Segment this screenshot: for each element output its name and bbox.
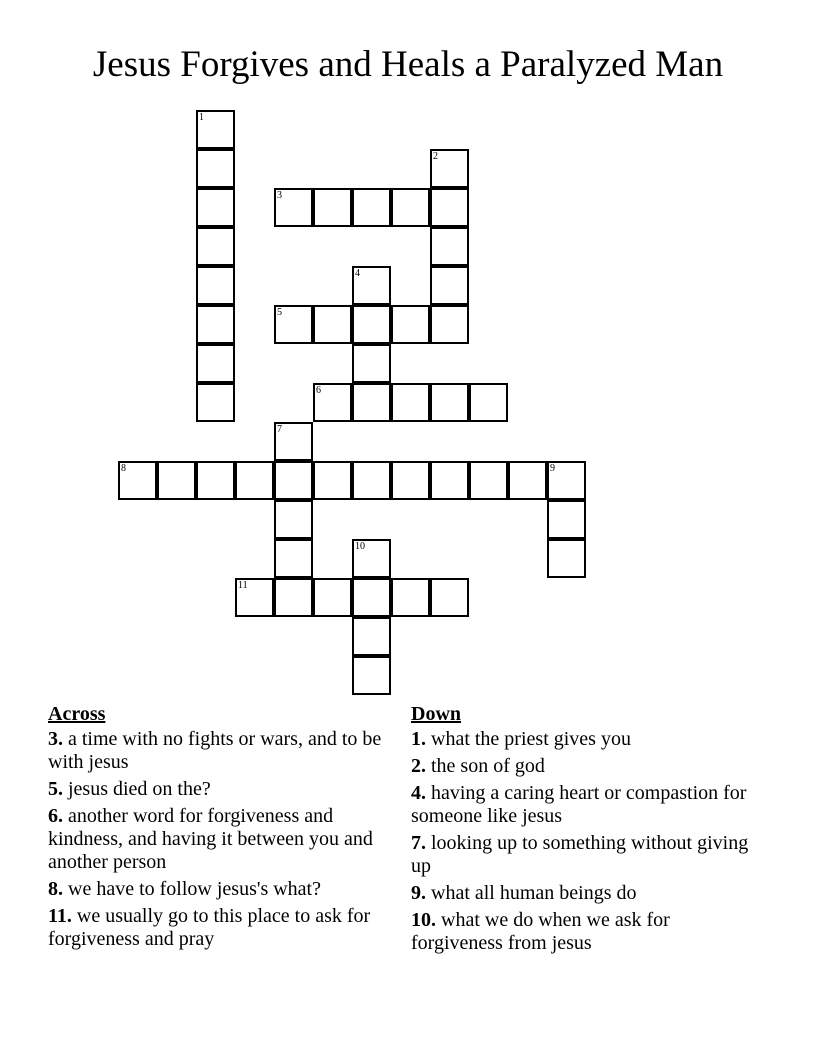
down-clues xyxy=(411,703,751,959)
clue-down-4 xyxy=(411,782,751,828)
clue-number: 6. xyxy=(48,805,63,827)
grid-cell[interactable] xyxy=(391,578,430,617)
grid-cell[interactable] xyxy=(352,617,391,656)
cell-number: 9 xyxy=(550,463,555,474)
clue-text: what the priest gives you xyxy=(431,728,631,750)
grid-cell[interactable] xyxy=(274,422,313,461)
clue-number: 2. xyxy=(411,755,426,777)
clue-across-3 xyxy=(48,728,393,774)
clue-down-7 xyxy=(411,832,751,878)
grid-cell[interactable] xyxy=(313,305,352,344)
grid-cell[interactable] xyxy=(469,461,508,500)
grid-cell[interactable] xyxy=(430,188,469,227)
grid-cell[interactable] xyxy=(391,305,430,344)
page-title: Jesus Forgives and Heals a Paralyzed Man xyxy=(92,44,724,85)
clue-across-11 xyxy=(48,905,393,951)
cell-number: 10 xyxy=(355,541,365,552)
cell-number: 11 xyxy=(238,580,248,591)
grid-cell[interactable] xyxy=(313,578,352,617)
grid-cell[interactable] xyxy=(274,500,313,539)
clue-text: another word for forgiveness and kindness, and having it between you and another person xyxy=(48,805,373,873)
clue-number: 10. xyxy=(411,909,436,931)
grid-cell[interactable] xyxy=(196,227,235,266)
grid-cell[interactable] xyxy=(274,188,313,227)
grid-cell[interactable] xyxy=(196,188,235,227)
clue-text: having a caring heart or compastion for someone like jesus xyxy=(411,782,747,827)
grid-cell[interactable] xyxy=(430,266,469,305)
grid-cell[interactable] xyxy=(196,344,235,383)
grid-cell[interactable] xyxy=(547,461,586,500)
down-heading: Down xyxy=(411,703,462,725)
grid-cell[interactable] xyxy=(547,500,586,539)
grid-cell[interactable] xyxy=(235,461,274,500)
clue-down-9 xyxy=(411,882,751,905)
grid-cell[interactable] xyxy=(352,305,391,344)
grid-cell[interactable] xyxy=(352,578,391,617)
grid-cell[interactable] xyxy=(391,383,430,422)
grid-cell[interactable] xyxy=(196,149,235,188)
cell-number: 1 xyxy=(199,112,204,123)
grid-cell[interactable] xyxy=(430,227,469,266)
clue-number: 4. xyxy=(411,782,426,804)
clue-number: 11. xyxy=(48,905,72,927)
grid-cell[interactable] xyxy=(430,383,469,422)
grid-cell[interactable] xyxy=(274,539,313,578)
grid-cell[interactable] xyxy=(508,461,547,500)
cell-number: 4 xyxy=(355,268,360,279)
grid-cell[interactable] xyxy=(352,539,391,578)
grid-cell[interactable] xyxy=(430,578,469,617)
grid-cell[interactable] xyxy=(391,461,430,500)
clue-number: 1. xyxy=(411,728,426,750)
grid-cell[interactable] xyxy=(430,461,469,500)
grid-cell[interactable] xyxy=(352,383,391,422)
grid-cell[interactable] xyxy=(196,266,235,305)
grid-cell[interactable] xyxy=(469,383,508,422)
clue-text: we usually go to this place to ask for forgiveness and pray xyxy=(48,905,371,950)
grid-cell[interactable] xyxy=(352,266,391,305)
cell-number: 5 xyxy=(277,307,282,318)
grid-cell[interactable] xyxy=(352,656,391,695)
clue-number: 3. xyxy=(48,728,63,750)
grid-cell[interactable] xyxy=(352,188,391,227)
cell-number: 2 xyxy=(433,151,438,162)
grid-cell[interactable] xyxy=(196,383,235,422)
clue-text: the son of god xyxy=(431,755,545,777)
grid-cell[interactable] xyxy=(430,149,469,188)
grid-cell[interactable] xyxy=(352,344,391,383)
grid-cell[interactable] xyxy=(274,461,313,500)
grid-cell[interactable] xyxy=(391,188,430,227)
grid-cell[interactable] xyxy=(547,539,586,578)
clue-down-10 xyxy=(411,909,751,955)
clue-number: 8. xyxy=(48,878,63,900)
clue-text: what we do when we ask for forgiveness from jesus xyxy=(411,909,670,954)
clue-number: 5. xyxy=(48,778,63,800)
clue-text: what all human beings do xyxy=(431,882,637,904)
grid-cell[interactable] xyxy=(313,383,352,422)
grid-cell[interactable] xyxy=(118,461,157,500)
clue-text: looking up to something without giving up xyxy=(411,832,749,877)
cell-number: 6 xyxy=(316,385,321,396)
grid-cell[interactable] xyxy=(430,305,469,344)
grid-cell[interactable] xyxy=(196,110,235,149)
grid-cell[interactable] xyxy=(313,461,352,500)
cell-number: 8 xyxy=(121,463,126,474)
clue-down-1 xyxy=(411,728,751,751)
clue-number: 9. xyxy=(411,882,426,904)
grid-cell[interactable] xyxy=(157,461,196,500)
grid-cell[interactable] xyxy=(196,461,235,500)
clue-across-5 xyxy=(48,778,393,801)
grid-cell[interactable] xyxy=(313,188,352,227)
across-heading: Across xyxy=(48,703,106,725)
clue-text: jesus died on the? xyxy=(68,778,211,800)
clue-number: 7. xyxy=(411,832,426,854)
grid-cell[interactable] xyxy=(352,461,391,500)
grid-cell[interactable] xyxy=(196,305,235,344)
across-clues xyxy=(48,703,393,955)
grid-cell[interactable] xyxy=(235,578,274,617)
cell-number: 3 xyxy=(277,190,282,201)
grid-cell[interactable] xyxy=(274,578,313,617)
clue-down-2 xyxy=(411,755,751,778)
cell-number: 7 xyxy=(277,424,282,435)
clue-across-8 xyxy=(48,878,393,901)
grid-cell[interactable] xyxy=(274,305,313,344)
clue-text: we have to follow jesus's what? xyxy=(68,878,321,900)
clue-across-6 xyxy=(48,805,393,874)
clue-text: a time with no fights or wars, and to be with jesus xyxy=(48,728,382,773)
